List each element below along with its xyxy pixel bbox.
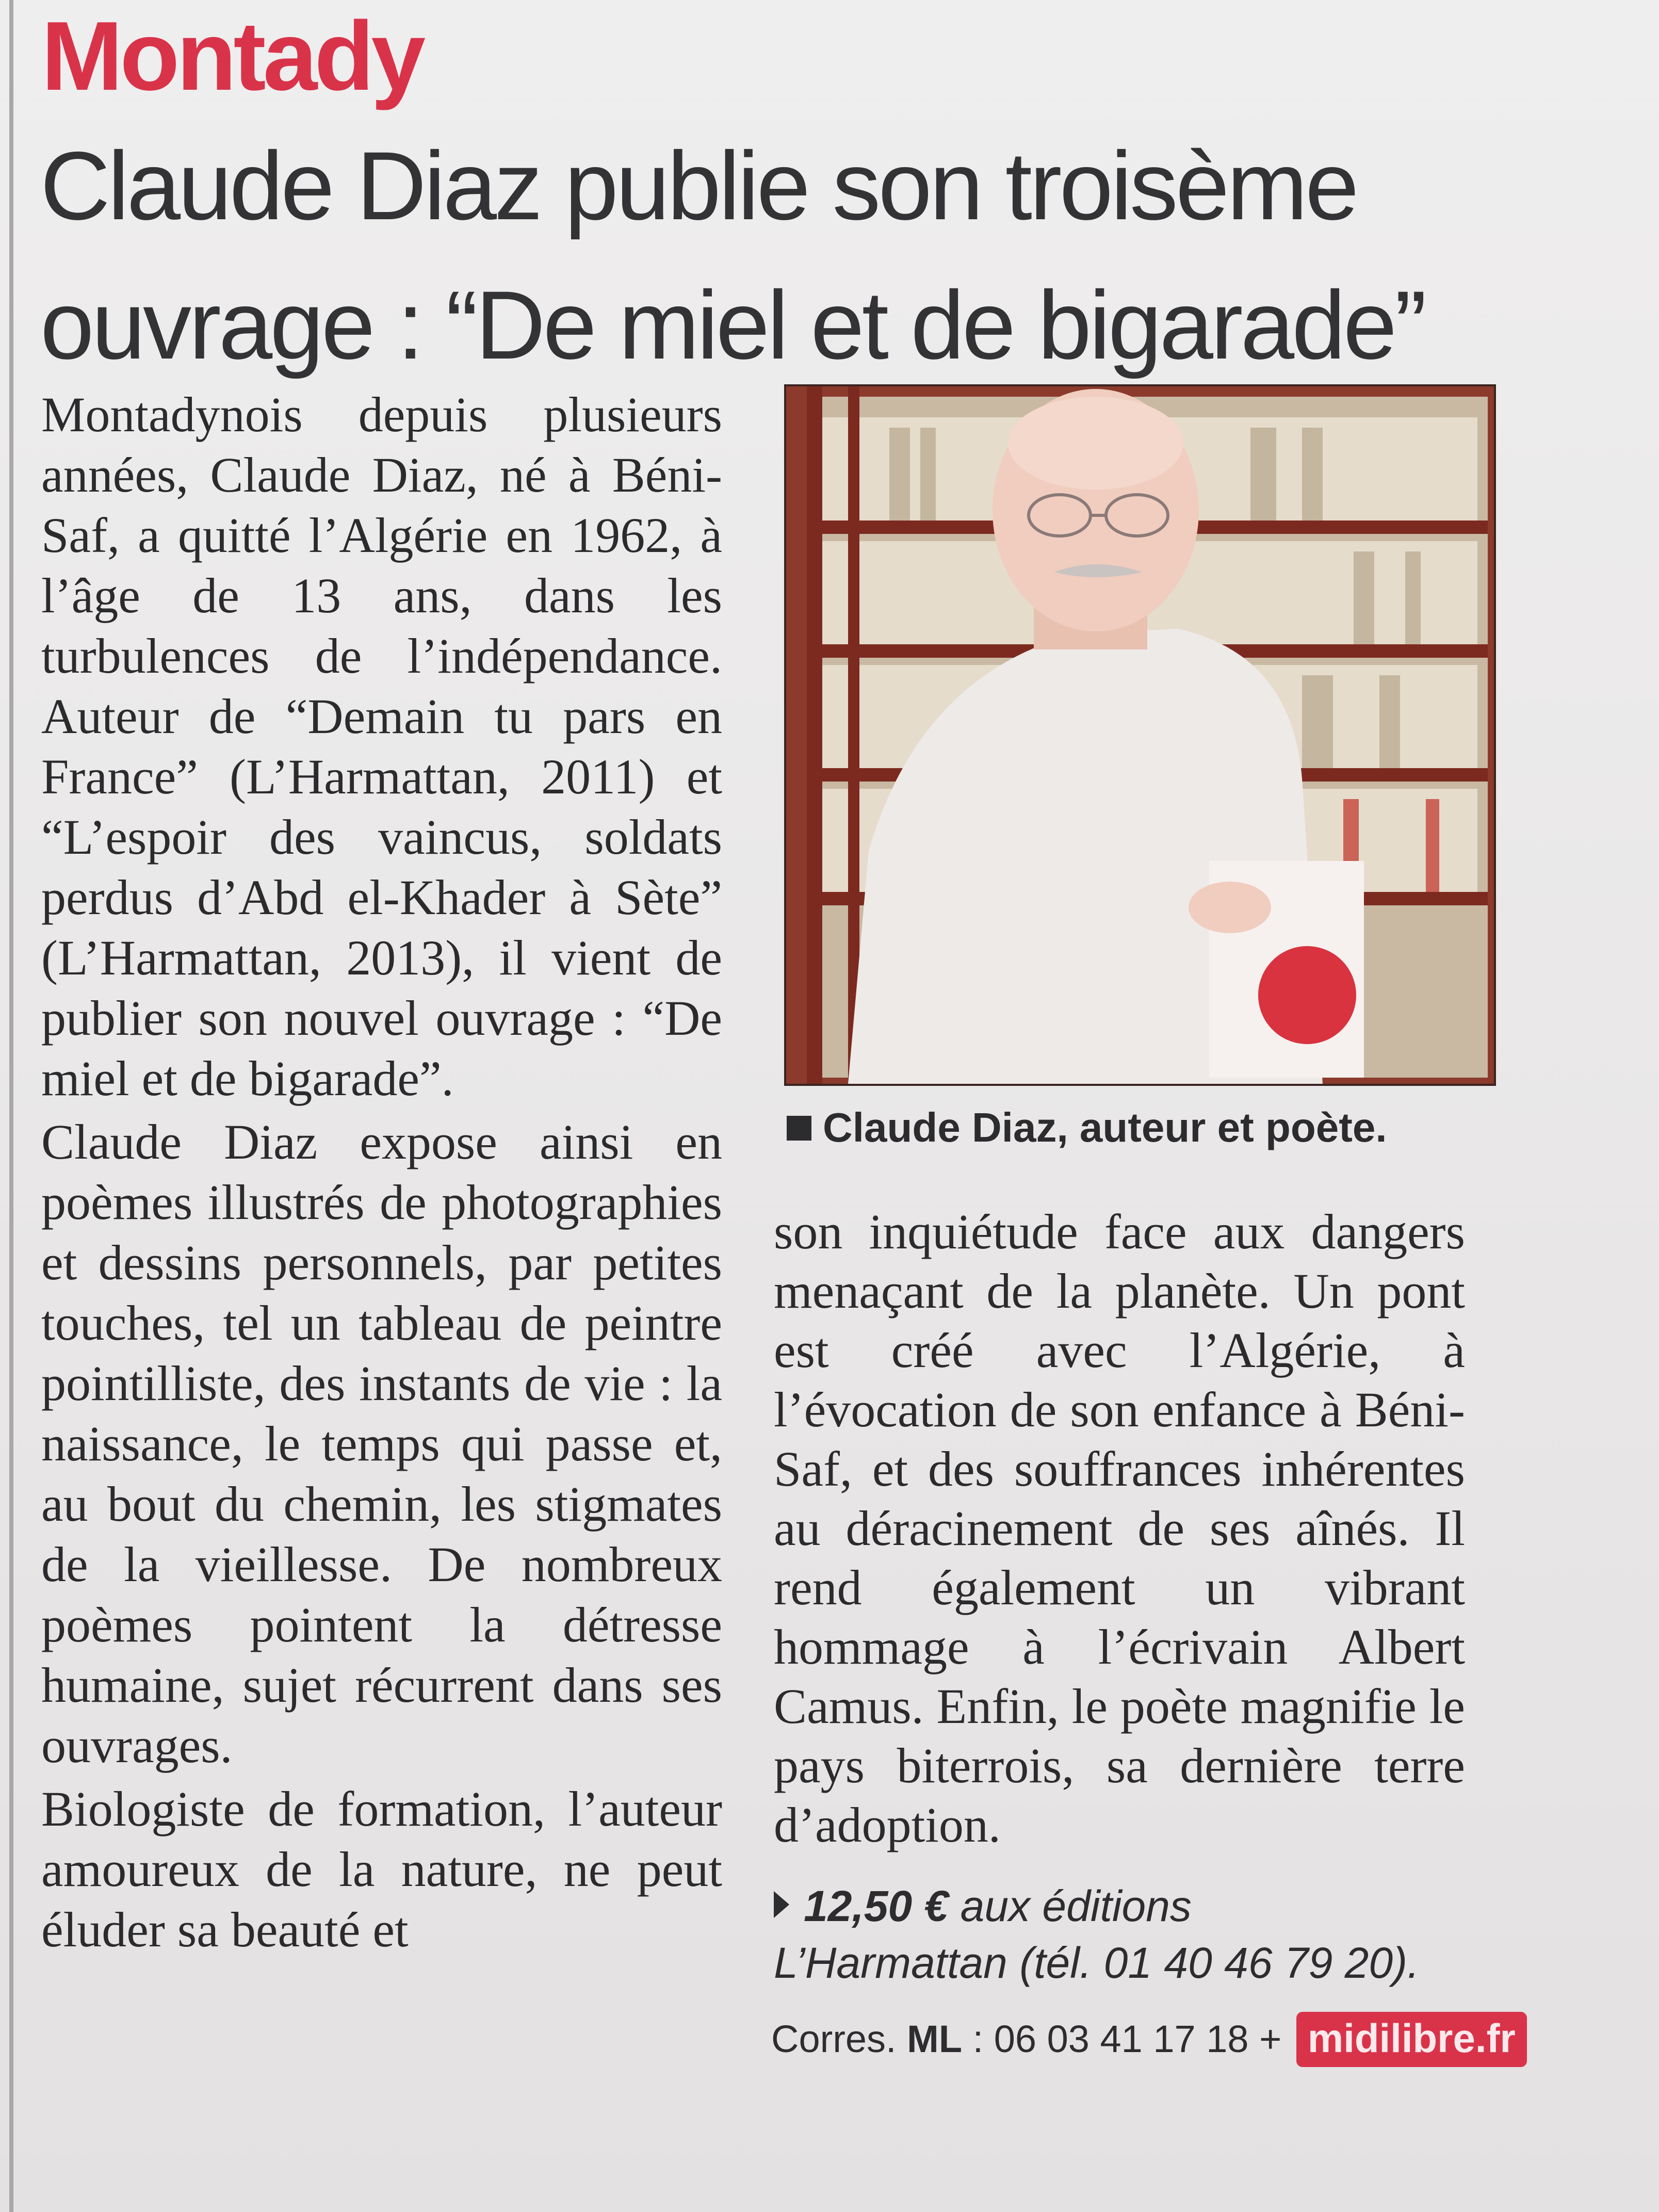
photo-caption-text: Claude Diaz, auteur et poète. bbox=[823, 1104, 1387, 1150]
site-badge: midilibre.fr bbox=[1296, 2012, 1527, 2067]
price-amount: 12,50 € bbox=[804, 1882, 949, 1930]
correspondent-contact bbox=[771, 2012, 1516, 2067]
left-column-rule bbox=[9, 0, 13, 2212]
triangle-bullet-icon bbox=[774, 1891, 789, 1918]
contact-phone: : 06 03 41 17 18 + bbox=[972, 2018, 1282, 2060]
paragraph: Claude Diaz expose ainsi en poèmes illustrés de photographies et dessins personnels, par petites touches, tel un tableau de peintre pointilliste, des instants de vie : la naissance, le temps qui passe et, au bout du chemin, les stigmates de la vieillesse. De nombreux poèmes pointent la détresse humaine, sujet récurrent dans ses ouvrages. bbox=[41, 1114, 722, 1773]
paragraph: son inquiétude face aux dangers menaçant de la planète. Un pont est créé avec l’Algérie, à l’évocation de son enfance à Béni-Saf, et des souffrances inhérentes au déracinement de ses aînés. Il rend également un vibrant hommage à l’écrivain Albert Camus. Enfin, le poète magnifie le pays biterrois, sa dernière terre d’adoption. bbox=[774, 1204, 1465, 1852]
paragraph: Biologiste de formation, l’auteur amoureux de la nature, ne peut éluder sa beauté et bbox=[41, 1781, 722, 1957]
headline bbox=[40, 116, 1536, 395]
book-price-info bbox=[774, 1878, 1496, 1991]
article-column-2 bbox=[774, 1202, 1465, 1855]
author-photo-illustration bbox=[786, 386, 1494, 1084]
author-photo bbox=[784, 384, 1496, 1086]
caption-square-icon bbox=[787, 1116, 811, 1141]
publisher-line: L’Harmattan (tél. 01 40 46 79 20). bbox=[774, 1939, 1420, 1987]
headline-line: Claude Diaz publie son troisème bbox=[40, 132, 1357, 240]
article-column-1 bbox=[41, 384, 722, 1960]
section-title: Montady bbox=[41, 2, 423, 111]
contact-label: Corres. bbox=[771, 2018, 897, 2060]
contact-ml: ML bbox=[907, 2018, 963, 2060]
photo-caption bbox=[787, 1104, 1509, 1151]
price-text: aux éditions bbox=[960, 1882, 1192, 1930]
paragraph: Montadynois depuis plusieurs années, Claude Diaz, né à Béni-Saf, a quitté l’Algérie en 1962, à l’âge de 13 ans, dans les turbulences de l’indépendance. Auteur de “Demain tu pars en France” (L’Harmattan, 2011) et “L’espoir des vaincus, soldats perdus d’Abd el-Khader à Sète” (L’Harmattan, 2013), il vient de publier son nouvel ouvrage : “De miel et de bigarade”. bbox=[41, 387, 722, 1106]
price-line bbox=[774, 1878, 1496, 1934]
headline-line: ouvrage : “De miel et de bigarade” bbox=[40, 271, 1424, 379]
